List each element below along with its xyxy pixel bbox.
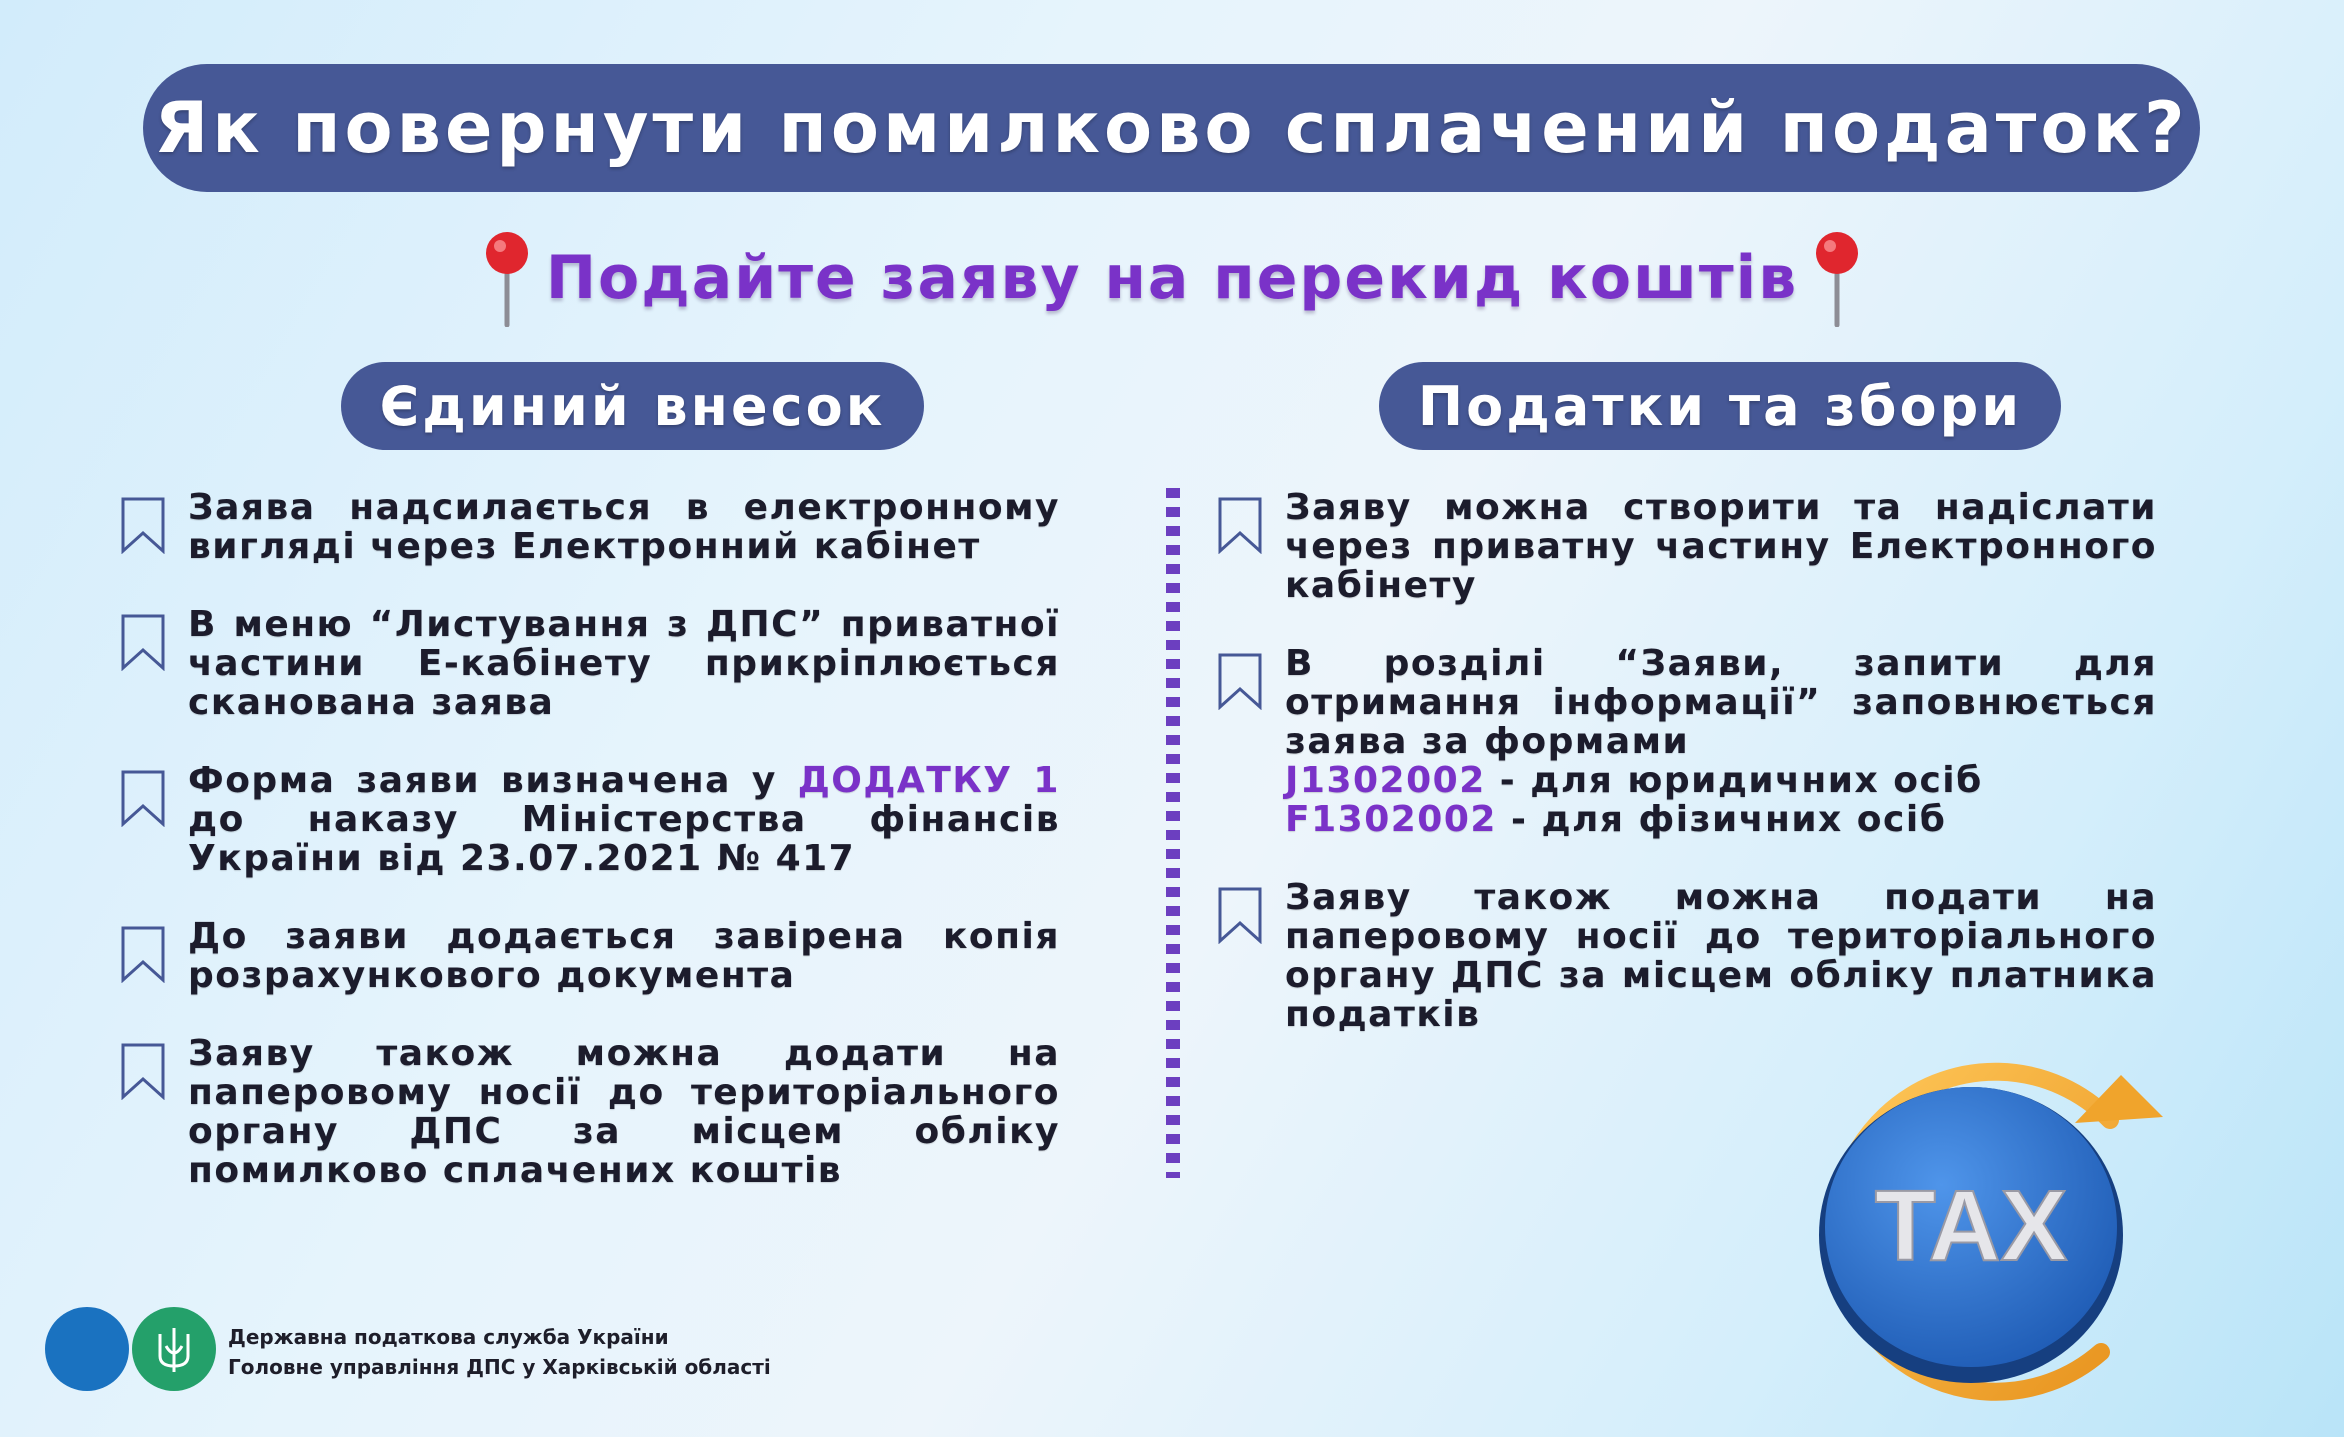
pushpin-icon [1812,229,1862,327]
text-fragment: до наказу Міністерства фінансів України від 23.07.2021 № 417 [188,799,1060,879]
list-item [1217,488,2157,605]
list-item [120,605,1060,722]
form-line-legal [1285,761,2157,800]
single-contribution-title: Єдиний внесок [379,374,886,438]
pushpin-icon [482,229,532,327]
bookmark-icon [120,496,166,554]
form-code-j1302002[interactable]: J1302002 [1285,760,1486,801]
bookmark-icon [120,769,166,827]
page-title-banner [143,64,2200,192]
text-fragment: Форма заяви визначена у [188,760,798,801]
footer [228,1322,771,1382]
list-item [120,488,1060,566]
single-contribution-list [120,488,1060,1190]
subtitle-text: Подайте заяву на перекид коштів [545,243,1799,313]
list-item-text [188,761,1060,878]
column-divider [1166,488,1180,1178]
taxes-fees-list [1217,488,2157,1034]
list-item-text: В розділі “Заяви, запити для отримання інформації” заповнюється заява за формами [1285,643,2157,762]
bookmark-icon [1217,886,1263,944]
list-item [1217,878,2157,1034]
taxes-fees-header [1379,362,2061,450]
form-line-individual [1285,800,2157,839]
form-desc: - для фізичних осіб [1496,799,1947,840]
footer-org-name: Державна податкова служба України [228,1325,669,1349]
list-item [120,1034,1060,1190]
form-code-f1302002[interactable]: F1302002 [1285,799,1497,840]
footer-department: Головне управління ДПС у Харківській області [228,1355,771,1379]
list-item-text: До заяви додається завірена копія розрахункового документа [188,916,1060,996]
bookmark-icon [120,1042,166,1100]
bookmark-icon [1217,496,1263,554]
list-item [120,917,1060,995]
tax-refund-graphic [1765,1035,2175,1425]
list-item-text: В меню “Листування з ДПС” приватної частини Е-кабінету прикріплюється сканована заява [188,604,1060,723]
page-title: Як повернути помилково сплачений податок? [154,87,2189,169]
bookmark-icon [120,925,166,983]
blue-circle-logo [45,1307,129,1391]
bookmark-icon [120,613,166,671]
list-item-text: Заяву також можна подати на паперовому носії до територіального органу ДПС за місцем обліку платника податків [1285,877,2157,1035]
list-item-text: Заява надсилається в електронному вигляді через Електронний кабінет [188,487,1060,567]
form-desc: - для юридичних осіб [1485,760,1983,801]
bookmark-icon [1217,652,1263,710]
subtitle [0,228,2344,328]
taxes-fees-title: Податки та збори [1417,374,2023,438]
list-item-text: Заяву можна створити та надіслати через приватну частину Електронного кабінету [1285,487,2157,606]
single-contribution-header [341,362,924,450]
list-item [1217,644,2157,839]
dps-logos [44,1306,220,1392]
appendix-1-link[interactable]: ДОДАТКУ 1 [797,760,1060,801]
list-item [120,761,1060,878]
list-item-text: Заяву також можна додати на паперовому носії до територіального органу ДПС за місцем обліку помилково сплачених коштів [188,1033,1060,1191]
tax-label: TAX [1874,1170,2068,1282]
